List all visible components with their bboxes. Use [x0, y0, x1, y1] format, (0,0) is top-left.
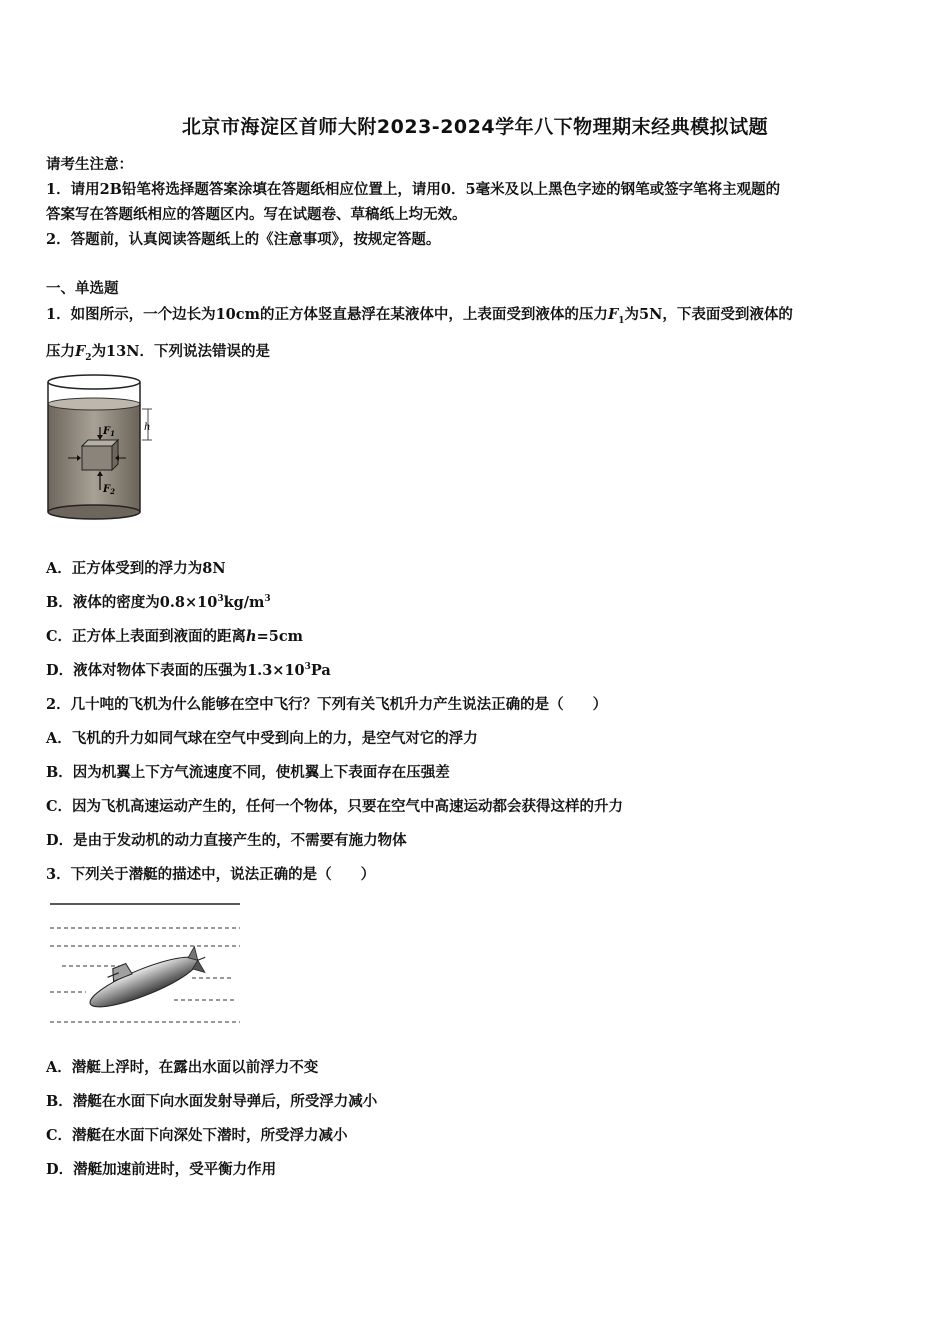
submarine [81, 935, 210, 1017]
q1-option-b: B．液体的密度为$0.8\times 10^3kg/m^3$ [46, 594, 271, 611]
q1-option-a: A．正方体受到的浮力为8N [46, 560, 226, 577]
section-heading: 一、单选题 [46, 280, 119, 297]
q1-option-d: D．液体对物体下表面的压强为$1.3\times 10^3Pa$ [46, 662, 331, 679]
cube [82, 440, 118, 470]
q2-stem: 2．几十吨的飞机为什么能够在空中飞行？下列有关飞机升力产生说法正确的是（ ） [46, 696, 608, 713]
q2-option-c: C．因为飞机高速运动产生的，任何一个物体，只要在空气中高速运动都会获得这样的升力 [46, 798, 624, 815]
f2-label: $F_2$ [103, 484, 115, 496]
page-title: 北京市海淀区首师大附2023-2024学年八下物理期末经典模拟试题 [181, 116, 769, 138]
q1-beaker-figure [44, 372, 164, 524]
notice-line-3: 2．答题前，认真阅读答题纸上的《注意事项》，按规定答题。 [46, 231, 441, 248]
h-label: h [144, 422, 151, 433]
q1-stem-line-1: 1．如图所示，一个边长为10cm的正方体竖直悬浮在某液体中，上表面受到液体的压力$F_1$为5N，下表面受到液体的 [46, 306, 793, 326]
q3-option-b: B．潜艇在水面下向水面发射导弹后，所受浮力减小 [46, 1093, 378, 1110]
q2-option-b: B．因为机翼上下方气流速度不同，使机翼上下表面存在压强差 [46, 764, 450, 781]
q3-submarine-figure [44, 896, 244, 1028]
q1-stem-line-2: 压力$F_2$为13N．下列说法错误的是 [46, 343, 270, 363]
q3-option-a: A．潜艇上浮时，在露出水面以前浮力不变 [46, 1059, 319, 1076]
q3-option-c: C．潜艇在水面下向深处下潜时，所受浮力减小 [46, 1127, 348, 1144]
q2-option-a: A．飞机的升力如同气球在空气中受到向上的力，是空气对它的浮力 [46, 730, 478, 747]
q1-option-c: C．正方体上表面到液面的距离h=5cm [46, 628, 304, 645]
notice-line-2: 答案写在答题纸相应的答题区内。写在试题卷、草稿纸上均无效。 [46, 206, 467, 223]
q2-option-d: D．是由于发动机的动力直接产生的，不需要有施力物体 [46, 832, 407, 849]
q3-option-d: D．潜艇加速前进时，受平衡力作用 [46, 1161, 277, 1178]
notice-heading: 请考生注意： [46, 156, 133, 173]
notice-line-1: 1．请用2B铅笔将选择题答案涂填在答题纸相应位置上，请用0．5毫米及以上黑色字迹的钢笔或签字笔将主观题的 [46, 181, 781, 198]
liquid-surface [48, 398, 140, 410]
f1-label: $F_1$ [103, 426, 115, 438]
q3-stem: 3．下列关于潜艇的描述中，说法正确的是（ ） [46, 866, 376, 883]
